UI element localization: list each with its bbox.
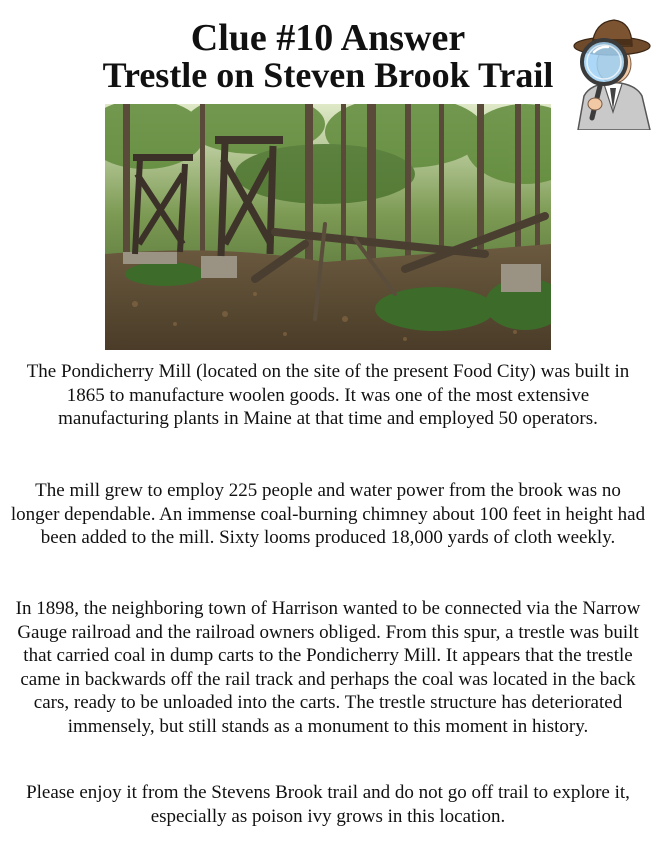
page-subtitle: Trestle on Steven Brook Trail	[102, 55, 554, 95]
page-title: Clue #10 Answer	[190, 17, 466, 59]
paragraph-mill-growth: The mill grew to employ 225 people and water power from the brook was no longer dependable. An immense coal-burning chimney about 100 feet in height had been added to the mill. Sixty looms produced 18,000 yards of cloth weekly.	[10, 480, 646, 549]
trestle-forest-photo	[105, 104, 551, 350]
paragraph-mill-history: The Pondicherry Mill (located on the site of the present Food City) was built in 1865 to manufacture woolen goods. It was one of the most extensive manufacturing plants in Maine at that time and employed 50 operators.	[26, 361, 630, 430]
paragraph-trestle-history: In 1898, the neighboring town of Harrison wanted to be connected via the Narrow Gauge railroad and the railroad owners obliged. From this spur, a trestle was built that carried coal in dump carts to the Pondicherry Mill. It appears that the trestle came in backwards off the rail track and perhaps the coal was located in the back cars, ready to be unloaded into the carts. The trestle structure has deteriorated immensely, but still stands as a monument to this moment in history.	[15, 598, 641, 737]
paragraph-visitor-note: Please enjoy it from the Stevens Brook trail and do not go off trail to explore it, especially as poison ivy grows in this location.	[26, 782, 630, 827]
detective-magnifier-icon	[570, 12, 656, 130]
